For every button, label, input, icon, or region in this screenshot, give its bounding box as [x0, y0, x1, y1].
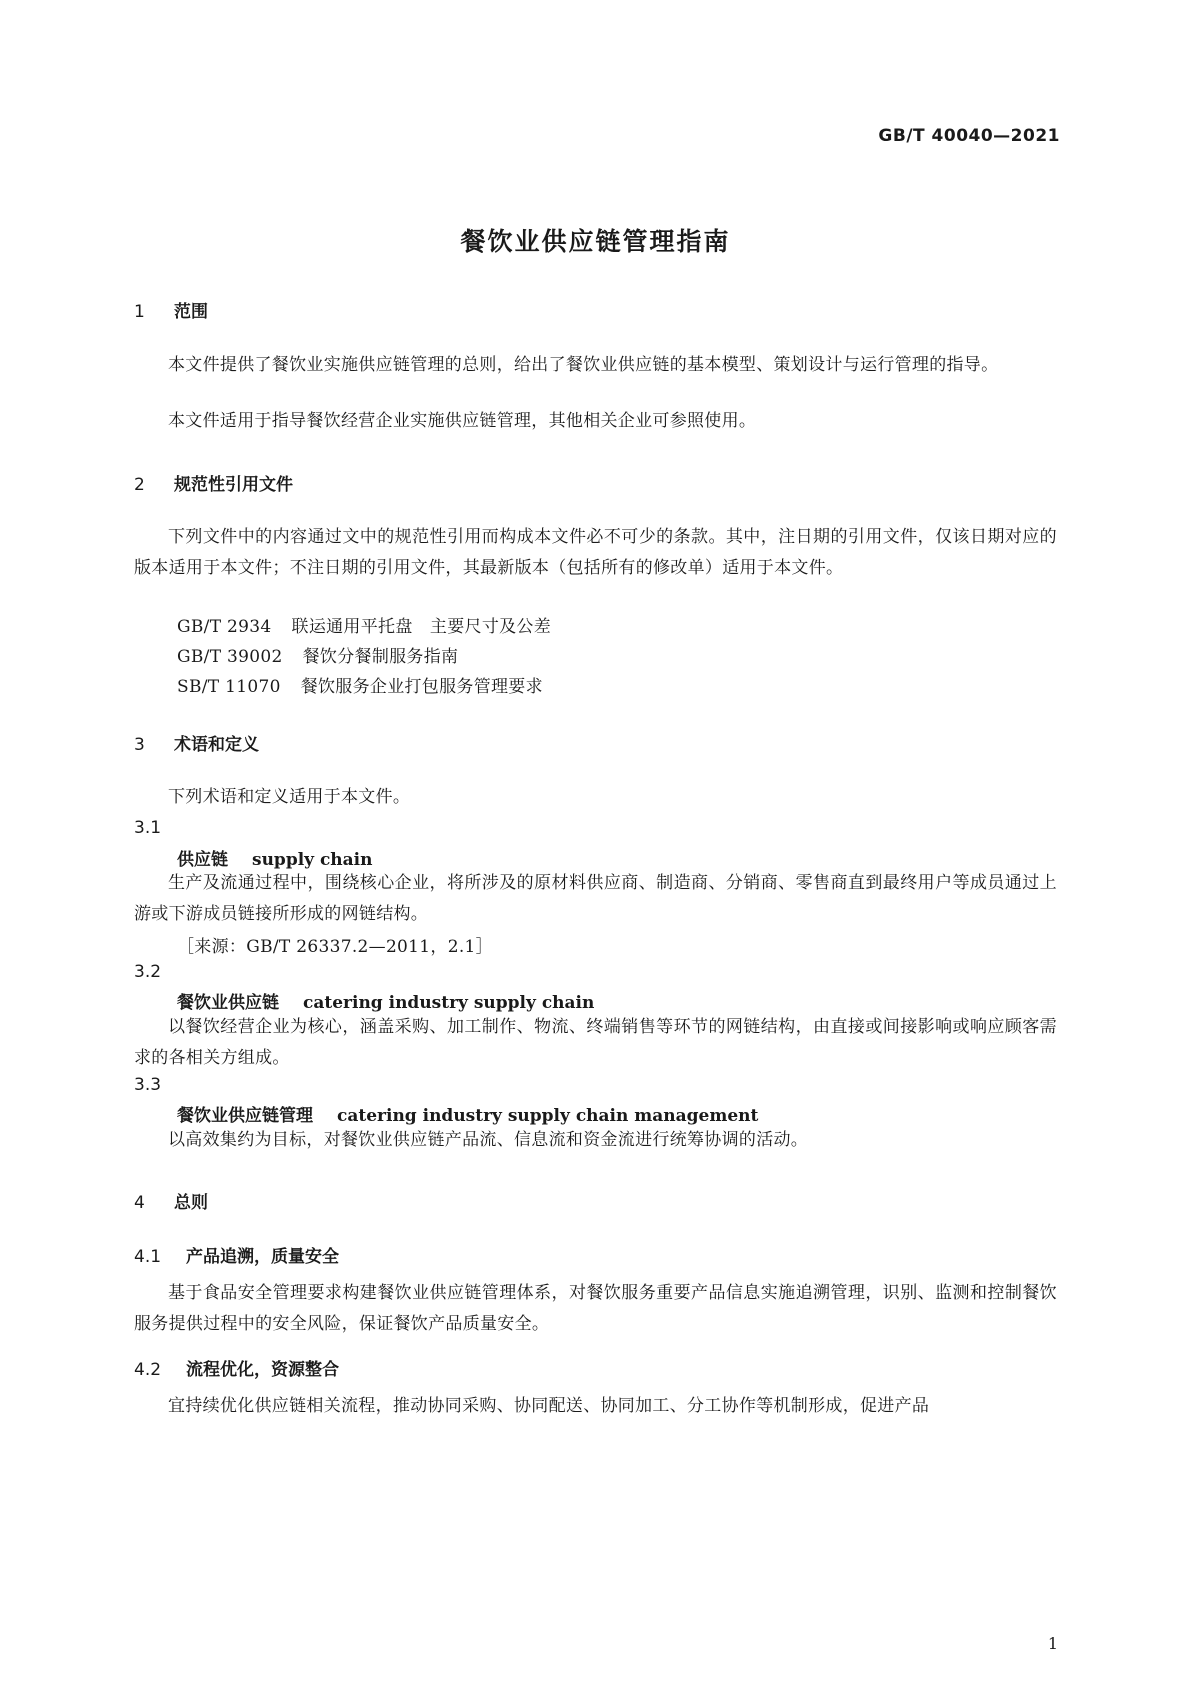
section-number: 2 [134, 475, 145, 495]
term-definition: 以餐饮经营企业为核心，涵盖采购、加工制作、物流、终端销售等环节的网链结构，由直接或间接影响或响应顾客需求的各相关方组成。 [134, 1017, 1057, 1068]
paragraph: 本文件适用于指导餐饮经营企业实施供应链管理，其他相关企业可参照使用。 [168, 411, 757, 431]
section-title: 规范性引用文件 [174, 475, 293, 495]
term-number: 3.2 [134, 962, 162, 982]
section-title: 范围 [174, 302, 208, 322]
section-number: 4 [134, 1193, 145, 1213]
standard-code: GB/T 40040—2021 [878, 126, 1060, 146]
term-entry [177, 1101, 758, 1126]
term-number: 3.3 [134, 1075, 162, 1095]
paragraph: 下列文件中的内容通过文中的规范性引用而构成本文件必不可少的条款。其中，注日期的引用文件，仅该日期对应的版本适用于本文件；不注日期的引用文件，其最新版本（包括所有的修改单）适用于本文件。 [134, 527, 1057, 578]
reference-code: GB/T 39002 [177, 647, 283, 667]
reference-title: 餐饮服务企业打包服务管理要求 [300, 677, 543, 697]
term-definition: 以高效集约为目标，对餐饮业供应链产品流、信息流和资金流进行统筹协调的活动。 [168, 1130, 809, 1150]
subsection-heading-4-2 [134, 1355, 339, 1380]
paragraph: 宜持续优化供应链相关流程，推动协同采购、协同配送、协同加工、分工协作等机制形成，促进产品 [168, 1396, 930, 1416]
subsection-number: 4.1 [134, 1247, 162, 1267]
reference-title: 餐饮分餐制服务指南 [302, 647, 459, 667]
section-title: 术语和定义 [174, 735, 259, 755]
reference-code: GB/T 2934 [177, 617, 272, 637]
reference-title: 联运通用平托盘 主要尺寸及公差 [291, 617, 552, 637]
paragraph: 基于食品安全管理要求构建餐饮业供应链管理体系，对餐饮服务重要产品信息实施追溯管理，识别、监测和控制餐饮服务提供过程中的安全风险，保证餐饮产品质量安全。 [134, 1283, 1057, 1334]
term-entry [177, 988, 594, 1013]
subsection-title: 产品追溯，质量安全 [186, 1247, 339, 1267]
term-entry [177, 845, 373, 870]
subsection-title: 流程优化，资源整合 [186, 1360, 339, 1380]
paragraph: 下列术语和定义适用于本文件。 [168, 787, 411, 807]
section-heading-3 [134, 730, 259, 755]
term-source: ［来源：GB/T 26337.2—2011，2.1］ [177, 937, 493, 957]
term-definition: 生产及流通过程中，围绕核心企业，将所涉及的原材料供应商、制造商、分销商、零售商直到最终用户等成员通过上游或下游成员链接所形成的网链结构。 [134, 873, 1057, 924]
section-heading-2 [134, 470, 293, 495]
term-chinese: 供应链 [177, 850, 228, 870]
term-number: 3.1 [134, 818, 162, 838]
paragraph: 本文件提供了餐饮业实施供应链管理的总则，给出了餐饮业供应链的基本模型、策划设计与运行管理的指导。 [168, 355, 999, 375]
reference-item [177, 612, 551, 637]
reference-code: SB/T 11070 [177, 677, 281, 697]
term-english: supply chain [252, 850, 373, 870]
subsection-heading-4-1 [134, 1242, 339, 1267]
section-number: 1 [134, 302, 145, 322]
document-title: 餐饮业供应链管理指南 [460, 227, 731, 256]
term-chinese: 餐饮业供应链管理 [177, 1106, 313, 1126]
subsection-number: 4.2 [134, 1360, 162, 1380]
page-number: 1 [1047, 1634, 1058, 1653]
section-number: 3 [134, 735, 145, 755]
reference-item [177, 672, 543, 697]
section-title: 总则 [174, 1193, 208, 1213]
section-heading-1 [134, 297, 208, 322]
section-heading-4 [134, 1188, 208, 1213]
term-english: catering industry supply chain management [337, 1106, 759, 1126]
reference-item [177, 642, 458, 667]
term-english: catering industry supply chain [303, 993, 595, 1013]
term-chinese: 餐饮业供应链 [177, 993, 279, 1013]
